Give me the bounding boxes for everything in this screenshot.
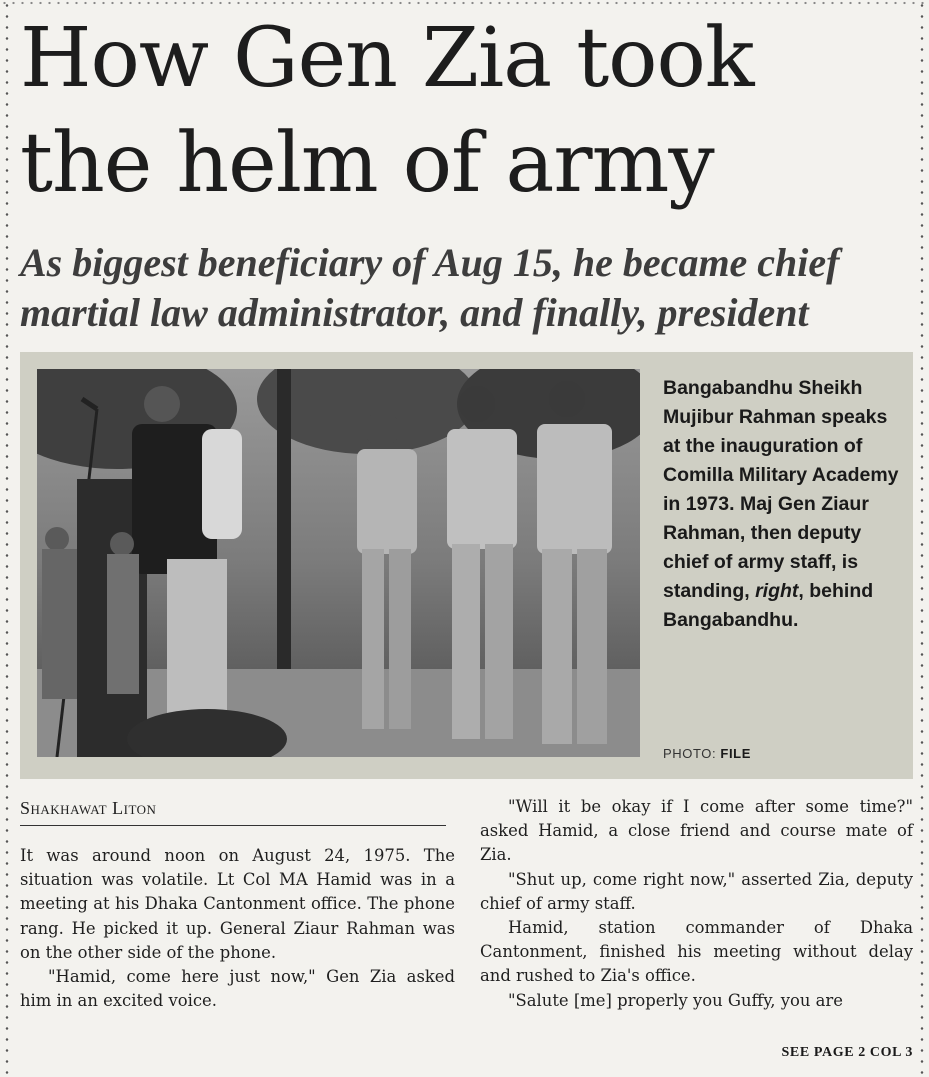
paragraph: "Hamid, come here just now," Gen Zia asked him in an excited voice.: [20, 967, 455, 1011]
paragraph: It was around noon on August 24, 1975. The situation was volatile. Lt Col MA Hamid was in a meeting at his Dhaka Cantonment office. The phone rang. He picked it up. General Ziaur Rahman was on the other side of the phone.: [20, 846, 455, 962]
paragraph: "Will it be okay if I come after some time?" asked Hamid, a close friend and course mate of Zia.: [480, 797, 913, 865]
left-dotted-border: [5, 0, 9, 1077]
photo-caption: [663, 374, 908, 635]
headline: [20, 6, 920, 216]
article-column-1: [20, 844, 455, 1013]
photo-caption-end: , behind Bangabandhu.: [663, 580, 874, 631]
photo-illustration: [37, 369, 640, 757]
subheadline-line-1: As biggest beneficiary of Aug 15, he became chief: [20, 240, 840, 285]
archive-photo: [37, 369, 640, 757]
paragraph: "Salute [me] properly you Guffy, you are: [508, 990, 843, 1010]
subheadline: [20, 238, 920, 338]
right-dotted-border: [920, 0, 924, 1077]
photo-credit-value: FILE: [720, 746, 751, 761]
photo-caption-text: Bangabandhu Sheikh Mujibur Rahman speaks at the inauguration of Comilla Military Academy in 1973. Maj Gen Ziaur Rahman, then deputy chief of army staff, is standing,: [663, 377, 899, 602]
headline-line-1: How Gen Zia took: [20, 11, 754, 106]
photo-caption-emphasis: right: [755, 580, 799, 602]
headline-line-2: the helm of army: [20, 116, 714, 211]
paragraph: "Shut up, come right now," asserted Zia, deputy chief of army staff.: [480, 869, 913, 913]
paragraph: Hamid, station commander of Dhaka Cantonment, finished his meeting without delay and rushed to Zia's office.: [480, 918, 913, 986]
photo-credit: [663, 746, 751, 761]
continuation-note: SEE PAGE 2 COL 3: [781, 1045, 913, 1060]
photo-credit-label: PHOTO:: [663, 746, 721, 761]
photo-panel: [20, 352, 913, 779]
byline: Shakhawat Liton: [20, 798, 446, 826]
subheadline-line-2: martial law administrator, and finally, president: [20, 290, 809, 335]
article-column-2: [480, 795, 913, 1013]
